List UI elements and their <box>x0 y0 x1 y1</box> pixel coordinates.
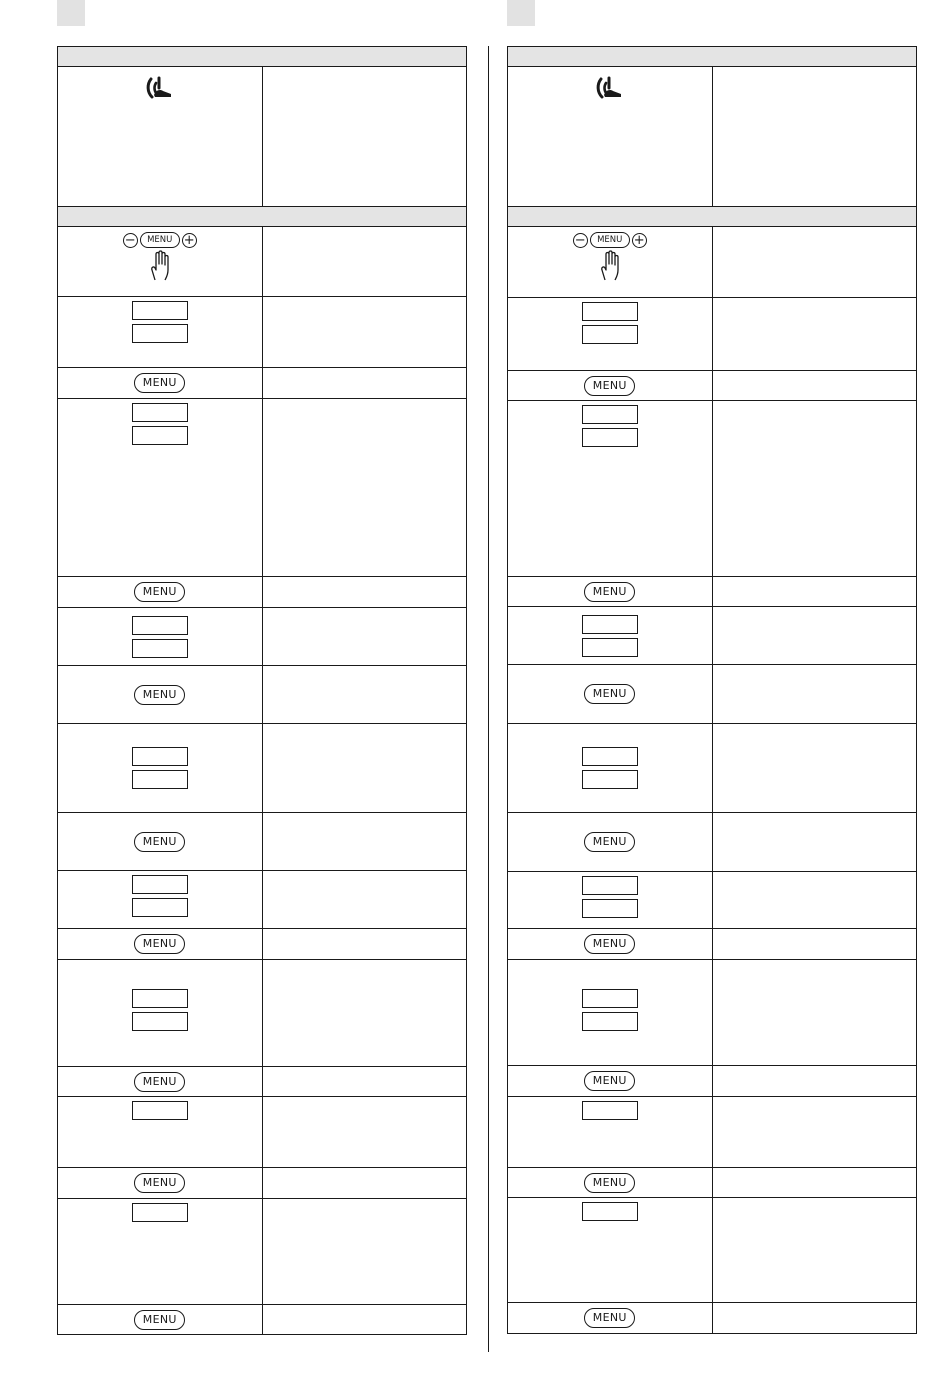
step-text <box>262 813 467 871</box>
step-row <box>58 1168 467 1199</box>
lcd-line <box>582 1202 638 1221</box>
minus-menu-plus-group <box>508 232 712 248</box>
menu-button-icon: MENU <box>134 685 185 705</box>
step-text <box>712 401 917 577</box>
menu-button-icon: MENU <box>134 934 185 954</box>
lcd-display-icon <box>508 872 712 918</box>
left-steps-table <box>57 46 467 1335</box>
lcd-display-icon <box>508 298 712 344</box>
lcd-line <box>582 302 638 321</box>
step-text <box>712 1097 917 1168</box>
step-row <box>508 813 917 872</box>
section-header-band <box>508 207 917 227</box>
step-text <box>262 577 467 608</box>
step-text <box>262 724 467 813</box>
lcd-line <box>582 428 638 447</box>
step-text <box>262 1168 467 1199</box>
menu-icon-cell <box>508 577 713 607</box>
menu-button-icon: MENU <box>134 832 185 852</box>
step-row <box>508 960 917 1066</box>
step-row <box>58 67 467 207</box>
menu-button-icon: MENU <box>134 373 185 393</box>
step-row <box>508 724 917 813</box>
step-row <box>58 813 467 871</box>
step-row <box>508 1066 917 1097</box>
display-icon-cell <box>58 608 263 666</box>
section-header-band <box>58 207 467 227</box>
lcd-display-icon <box>508 1198 712 1221</box>
step-row <box>58 577 467 608</box>
step-row <box>58 871 467 929</box>
lcd-line <box>132 1012 188 1031</box>
menu-button-icon: MENU <box>134 582 185 602</box>
lock-icon-cell <box>58 67 263 207</box>
menu-button-icon: MENU <box>140 232 180 248</box>
step-row <box>508 577 917 607</box>
step-text <box>712 577 917 607</box>
adjust-icon-cell <box>508 227 713 298</box>
menu-icon-cell <box>508 929 713 960</box>
step-text <box>712 227 917 298</box>
lcd-line <box>582 899 638 918</box>
lcd-display-icon <box>58 608 262 658</box>
lcd-display-icon <box>58 1199 262 1222</box>
step-row <box>508 929 917 960</box>
step-text <box>262 368 467 399</box>
step-text <box>262 399 467 577</box>
lcd-line <box>132 989 188 1008</box>
adjust-icon-cell <box>58 227 263 297</box>
lcd-display-icon <box>58 724 262 789</box>
minus-button-icon: − <box>123 233 138 248</box>
step-row <box>58 929 467 960</box>
lcd-display-icon <box>58 297 262 343</box>
step-row <box>58 297 467 368</box>
step-text <box>262 297 467 368</box>
step-text <box>712 665 917 724</box>
step-row <box>508 298 917 371</box>
menu-icon-cell <box>58 368 263 399</box>
step-row <box>508 1168 917 1198</box>
step-text <box>262 1199 467 1305</box>
menu-icon-cell <box>58 1305 263 1335</box>
step-row <box>58 1097 467 1168</box>
lcd-line <box>132 747 188 766</box>
section-header-band <box>58 47 467 67</box>
display-icon-cell <box>58 724 263 813</box>
lcd-line <box>132 1101 188 1120</box>
step-text <box>262 960 467 1067</box>
menu-button-icon: MENU <box>584 582 635 602</box>
menu-icon-cell <box>508 371 713 401</box>
menu-icon-cell <box>508 813 713 872</box>
lcd-display-icon <box>58 1097 262 1120</box>
menu-icon-cell <box>508 1303 713 1334</box>
menu-icon-cell <box>508 665 713 724</box>
step-text <box>262 929 467 960</box>
step-row <box>508 1198 917 1303</box>
lcd-line <box>132 403 188 422</box>
left-column <box>57 46 467 1335</box>
lcd-line <box>132 898 188 917</box>
menu-icon-cell <box>58 813 263 871</box>
step-text <box>262 1097 467 1168</box>
menu-icon-cell <box>58 666 263 724</box>
step-text <box>712 1168 917 1198</box>
step-text <box>262 67 467 207</box>
menu-button-icon: MENU <box>584 1308 635 1328</box>
lcd-display-icon <box>508 401 712 447</box>
lcd-line <box>132 426 188 445</box>
step-text <box>262 666 467 724</box>
display-icon-cell <box>508 960 713 1066</box>
plus-button-icon: + <box>632 233 647 248</box>
display-icon-cell <box>508 298 713 371</box>
page-tab-right <box>507 0 535 26</box>
step-text <box>712 1066 917 1097</box>
lcd-line <box>582 770 638 789</box>
lock-icon-cell <box>508 67 713 207</box>
lcd-display-icon <box>58 399 262 445</box>
plus-button-icon: + <box>182 233 197 248</box>
minus-menu-plus-group <box>58 232 262 248</box>
lcd-line <box>132 875 188 894</box>
lcd-line <box>132 770 188 789</box>
lcd-line <box>582 1101 638 1120</box>
step-text <box>262 871 467 929</box>
step-row <box>58 666 467 724</box>
step-row <box>508 371 917 401</box>
menu-icon-cell <box>58 1067 263 1097</box>
display-icon-cell <box>508 401 713 577</box>
step-text <box>712 872 917 929</box>
press-hand-icon <box>146 250 174 282</box>
lcd-line <box>582 638 638 657</box>
lcd-display-icon <box>58 960 262 1031</box>
step-row <box>58 1199 467 1305</box>
lcd-line <box>582 325 638 344</box>
menu-icon-cell <box>58 577 263 608</box>
display-icon-cell <box>508 1198 713 1303</box>
step-row <box>508 872 917 929</box>
lcd-display-icon <box>58 871 262 917</box>
display-icon-cell <box>58 960 263 1067</box>
menu-button-icon: MENU <box>584 1071 635 1091</box>
lcd-line <box>132 301 188 320</box>
lcd-line <box>132 1203 188 1222</box>
step-text <box>712 724 917 813</box>
step-row <box>508 1097 917 1168</box>
lcd-line <box>132 616 188 635</box>
menu-icon-cell <box>58 929 263 960</box>
menu-button-icon: MENU <box>584 1173 635 1193</box>
minus-button-icon: − <box>573 233 588 248</box>
column-divider <box>488 46 489 1352</box>
lcd-line <box>582 747 638 766</box>
step-row <box>508 67 917 207</box>
lcd-line <box>582 1012 638 1031</box>
hand-on-flame-lock-icon <box>595 75 625 101</box>
step-text <box>712 607 917 665</box>
display-icon-cell <box>508 1097 713 1168</box>
lcd-display-icon <box>508 960 712 1031</box>
lcd-display-icon <box>508 607 712 657</box>
step-text <box>712 1198 917 1303</box>
step-row <box>508 401 917 577</box>
press-hand-icon <box>596 250 624 282</box>
page-tab-left <box>57 0 85 26</box>
menu-button-icon: MENU <box>584 376 635 396</box>
step-row <box>58 960 467 1067</box>
step-row <box>58 1305 467 1335</box>
menu-button-icon: MENU <box>134 1173 185 1193</box>
menu-icon-cell <box>508 1168 713 1198</box>
step-text <box>712 67 917 207</box>
step-text <box>712 929 917 960</box>
display-icon-cell <box>58 1199 263 1305</box>
step-text <box>262 608 467 666</box>
section-header-band <box>508 47 917 67</box>
step-row <box>58 1067 467 1097</box>
display-icon-cell <box>58 297 263 368</box>
step-row <box>58 608 467 666</box>
lcd-line <box>582 876 638 895</box>
lcd-display-icon <box>508 1097 712 1120</box>
lcd-line <box>582 989 638 1008</box>
display-icon-cell <box>508 607 713 665</box>
display-icon-cell <box>58 871 263 929</box>
menu-button-icon: MENU <box>134 1072 185 1092</box>
step-text <box>712 298 917 371</box>
right-column <box>507 46 917 1334</box>
step-row <box>58 724 467 813</box>
menu-icon-cell <box>58 1168 263 1199</box>
step-row <box>508 1303 917 1334</box>
right-steps-table <box>507 46 917 1334</box>
lcd-line <box>132 324 188 343</box>
menu-button-icon: MENU <box>584 832 635 852</box>
step-row <box>508 227 917 298</box>
step-row <box>58 227 467 297</box>
menu-button-icon: MENU <box>584 684 635 704</box>
display-icon-cell <box>508 724 713 813</box>
step-text <box>262 1067 467 1097</box>
step-text <box>712 813 917 872</box>
menu-button-icon: MENU <box>590 232 630 248</box>
lcd-line <box>132 639 188 658</box>
step-text <box>262 227 467 297</box>
lcd-display-icon <box>508 724 712 789</box>
hand-on-flame-lock-icon <box>145 75 175 101</box>
menu-button-icon: MENU <box>584 934 635 954</box>
step-text <box>712 960 917 1066</box>
step-text <box>262 1305 467 1335</box>
step-row <box>508 665 917 724</box>
step-text <box>712 371 917 401</box>
display-icon-cell <box>508 872 713 929</box>
step-row <box>508 607 917 665</box>
step-row <box>58 399 467 577</box>
menu-button-icon: MENU <box>134 1310 185 1330</box>
display-icon-cell <box>58 399 263 577</box>
step-row <box>58 368 467 399</box>
lcd-line <box>582 405 638 424</box>
step-text <box>712 1303 917 1334</box>
display-icon-cell <box>58 1097 263 1168</box>
lcd-line <box>582 615 638 634</box>
menu-icon-cell <box>508 1066 713 1097</box>
